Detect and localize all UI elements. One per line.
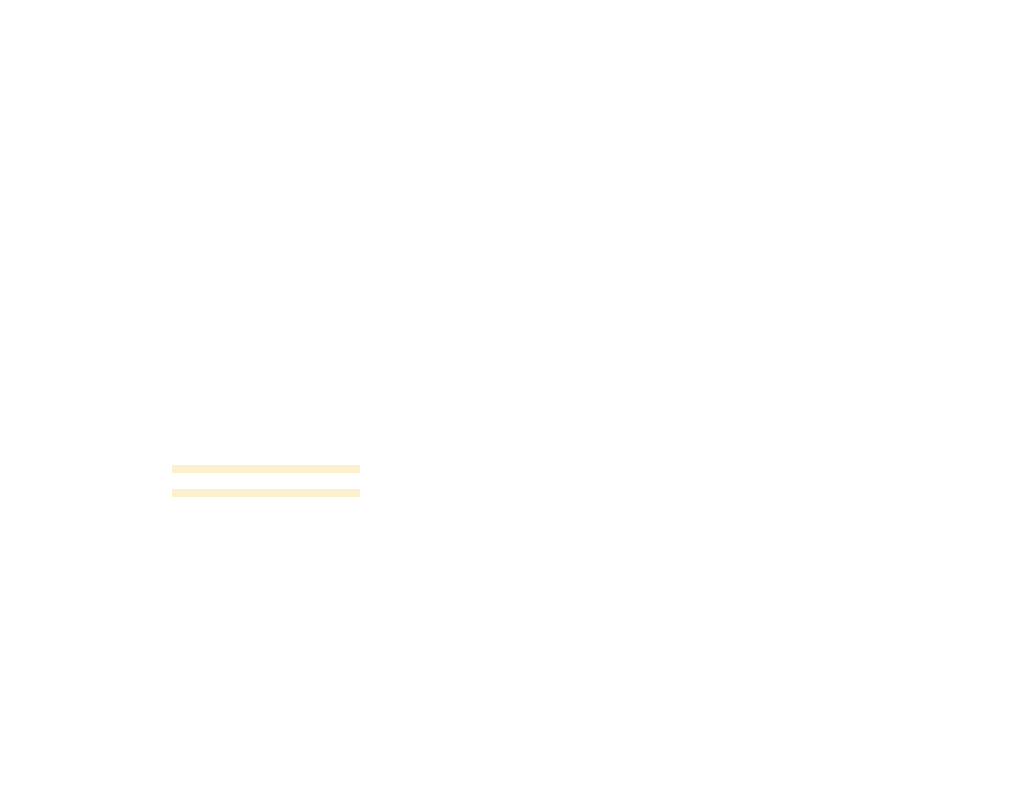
input-row xyxy=(0,27,512,35)
input-row xyxy=(0,60,512,68)
header-row xyxy=(0,19,512,27)
section-title-row xyxy=(0,116,512,124)
data-row xyxy=(0,230,512,238)
header-row xyxy=(0,11,512,19)
data-row xyxy=(0,489,512,497)
section-title-row xyxy=(0,440,512,448)
input-row xyxy=(0,35,512,43)
data-row xyxy=(0,327,512,335)
data-row xyxy=(0,473,512,481)
section-title-row xyxy=(0,278,512,286)
data-row xyxy=(0,222,512,230)
data-row xyxy=(0,311,512,319)
section-title-row xyxy=(0,246,512,254)
data-row xyxy=(0,197,512,205)
data-row xyxy=(0,457,512,465)
data-row xyxy=(0,189,512,197)
data-row xyxy=(0,384,512,392)
data-row xyxy=(0,319,512,327)
input-row xyxy=(0,52,512,60)
data-row xyxy=(0,262,512,270)
data-row xyxy=(0,359,512,367)
data-row xyxy=(0,465,512,473)
data-row xyxy=(0,368,512,376)
highlight-band xyxy=(172,489,360,497)
input-row xyxy=(0,100,512,108)
input-row xyxy=(0,68,512,76)
section-title-row xyxy=(0,343,512,351)
data-row xyxy=(0,376,512,384)
input-row xyxy=(0,84,512,92)
data-row xyxy=(0,149,512,157)
highlight-band xyxy=(172,465,360,473)
data-row xyxy=(0,351,512,359)
data-row xyxy=(0,295,512,303)
data-row xyxy=(0,133,512,141)
header-row xyxy=(0,3,512,11)
data-row xyxy=(0,157,512,165)
data-row xyxy=(0,214,512,222)
data-row xyxy=(0,481,512,489)
section-title-row xyxy=(0,181,512,189)
data-row xyxy=(0,206,512,214)
data-row xyxy=(0,125,512,133)
input-row xyxy=(0,44,512,52)
data-row xyxy=(0,392,512,400)
data-row xyxy=(0,416,512,424)
input-row xyxy=(0,92,512,100)
input-row xyxy=(0,76,512,84)
section-title-row xyxy=(0,408,512,416)
data-row xyxy=(0,165,512,173)
data-row xyxy=(0,287,512,295)
data-row xyxy=(0,449,512,457)
data-row xyxy=(0,424,512,432)
data-row xyxy=(0,254,512,262)
data-row xyxy=(0,303,512,311)
data-row xyxy=(0,141,512,149)
